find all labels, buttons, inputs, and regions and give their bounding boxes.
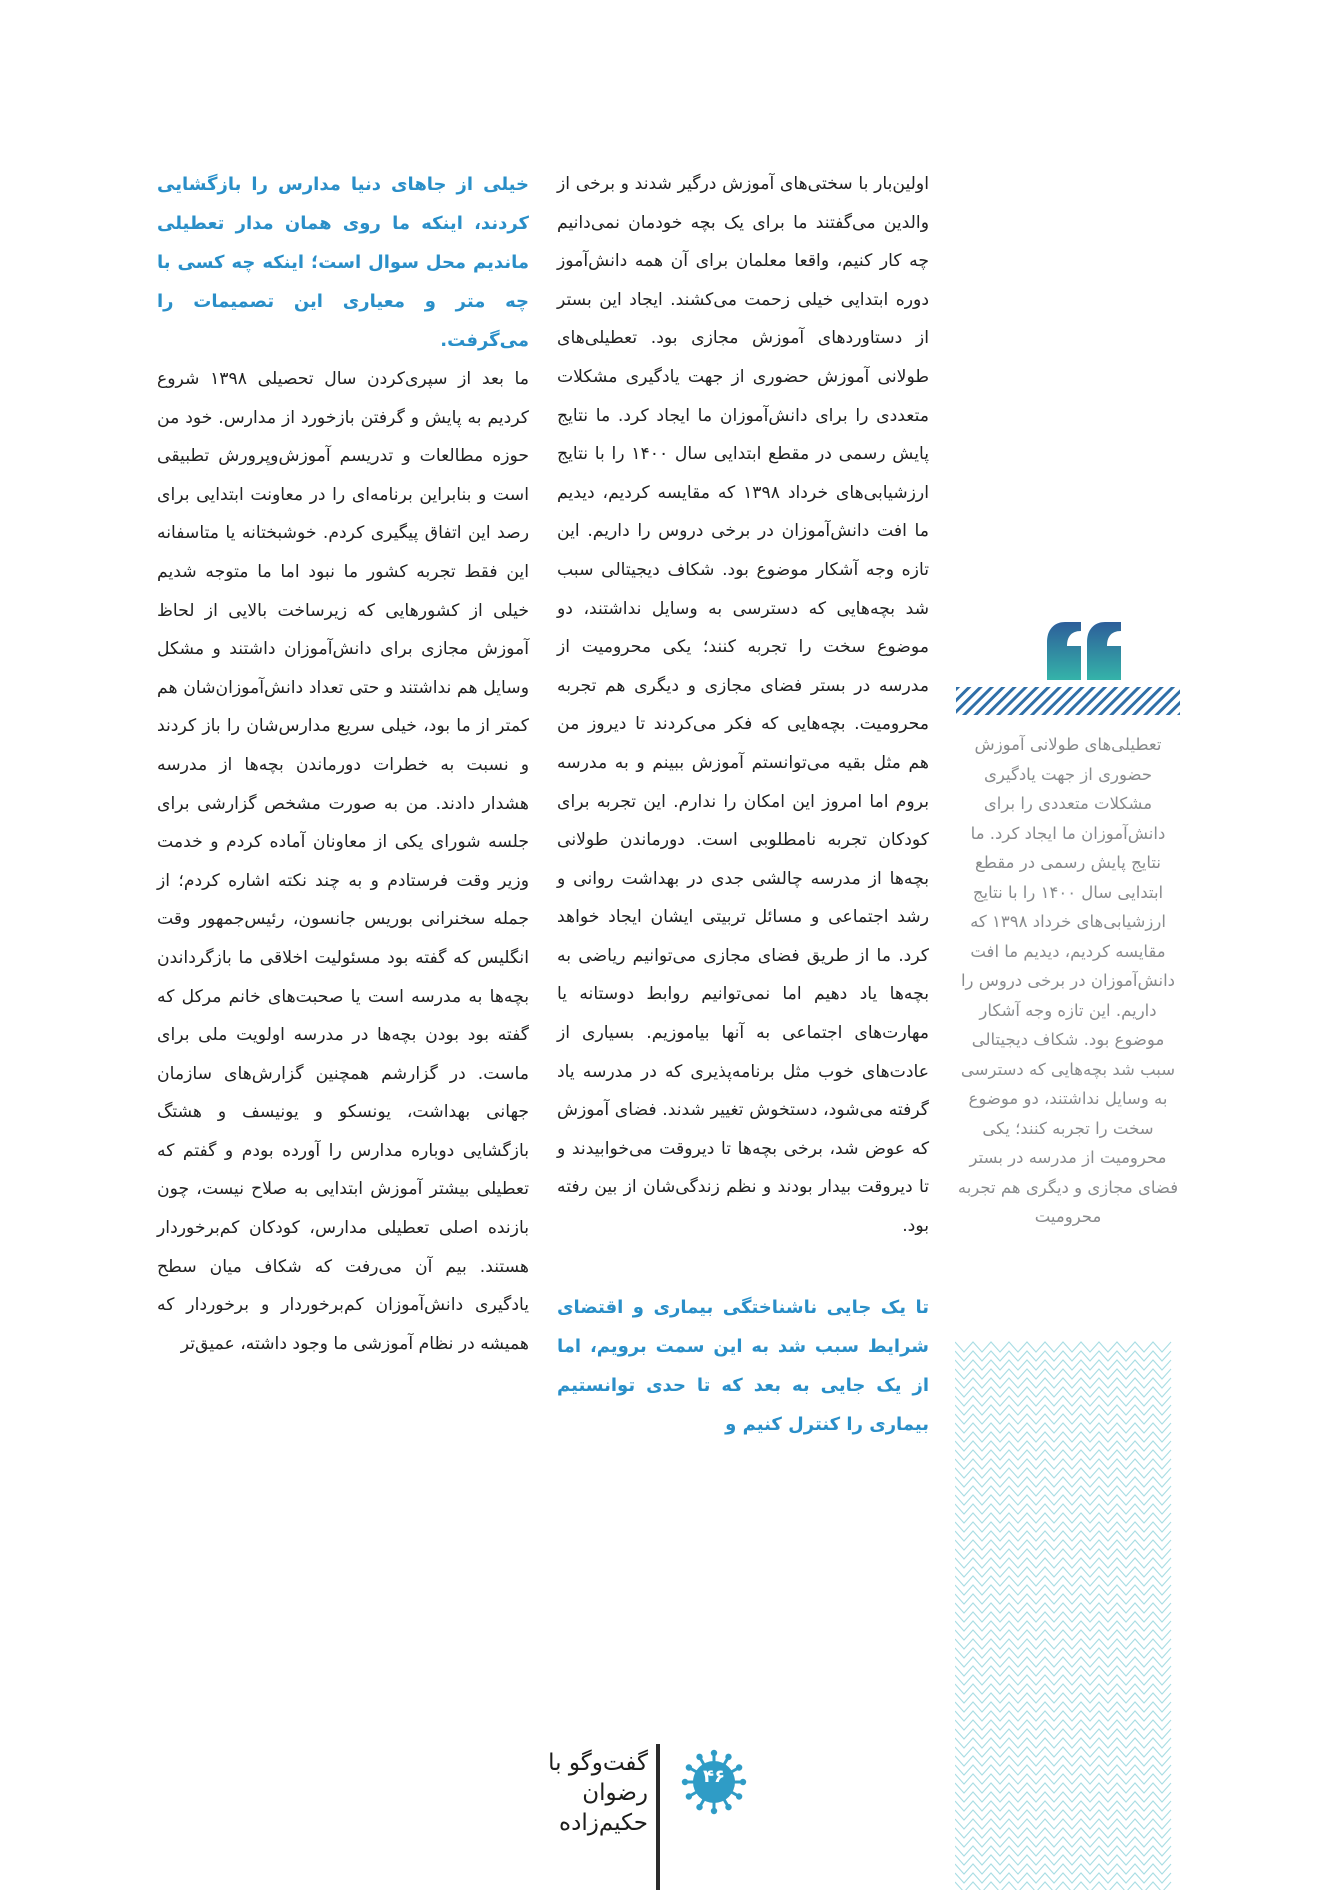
- pull-quote: تا یک جایی ناشناختگی بیماری و اقتضای شرایط سبب شد به این سمت برویم، اما از یک جایی به بعد که تا حدی توانستیم بیماری را کنترل کنیم و: [557, 1296, 929, 1435]
- double-quote-icon: [1047, 622, 1121, 680]
- sidebar-quote: تعطیلی‌های طولانی آموزش حضوری از جهت یادگیری مشکلات متعددی را برای دانش‌آموزان ما ایجاد کرد. ما نتایج پایش رسمی در مقطع ابتدایی سال ۱۴۰۰ را با نتایج ارزشیابی‌های خرداد ۱۳۹۸ که مقایسه کردیم، دیدیم ما افت دانش‌آموزان در برخی دروس را داریم. این تازه وجه آشکار موضوع بود. شکاف دیجیتالی سبب شد بچه‌هایی که دسترسی به وسایل نداشتند، دو موضوع سخت را تجربه کنند؛ یکی محرومیت از مدرسه در بستر فضای مجازی و دیگری هم تجربه محرومیت: [957, 735, 1179, 1226]
- zigzag-decoration: [955, 1338, 1179, 1890]
- article-paragraph: ما بعد از سپری‌کردن سال تحصیلی ۱۳۹۸ شروع کردیم به پایش و گرفتن بازخورد از مدارس. خود من حوزه مطالعات و تدریسم آموزش‌وپرورش تطبیقی است و بنابراین برنامه‌ای را در معاونت ابتدایی برای رصد این اتفاق پیگیری کردم. خوشبختانه یا متاسفانه این فقط تجربه کشور ما نبود اما ما متوجه شدیم خیلی از کشورهایی که زیرساخت بالایی از لحاظ آموزش مجازی برای دانش‌آموزان داشتند و مشکل وسایل هم نداشتند و حتی تعداد دانش‌آموزان‌شان هم کمتر از ما بود، خیلی سریع مدارس‌شان را باز کردند و نسبت به خطرات دورماندن بچه‌ها از مدرسه هشدار دادند. من به صورت مشخص گزارشی برای جلسه شورای یکی از معاونان آماده کردم و خدمت وزیر وقت فرستادم و به چند نکته اشاره کردم؛ از جمله سخنرانی بوریس جانسون، رئیس‌جمهور وقت انگلیس که گفته بود مسئولیت اخلاقی ما بازگرداندن بچه‌ها به مدرسه است یا صحبت‌های خانم مرکل که گفته بود بودن بچه‌ها در مدرسه اولویت ملی برای ماست. در گزارشم همچنین گزارش‌های سازمان جهانی بهداشت، یونسکو و یونیسف و هشتگ بازگشایی دوباره مدارس را آورده بودم و گفتم که تعطیلی بیشتر آموزش ابتدایی به صلاح نیست، چون بازنده اصلی تعطیلی مدارس، کودکان کم‌برخوردار هستند. بیم آن می‌رفت که شکاف میان سطح یادگیری دانش‌آموزان کم‌برخوردار و برخوردار که همیشه در نظام آموزشی ما وجود داشته، عمیق‌تر: [157, 369, 529, 1354]
- page-number: ۴۶: [703, 1766, 725, 1787]
- stripe-band: [956, 687, 1180, 715]
- article-paragraph: اولین‌بار با سختی‌های آموزش درگیر شدند و برخی از والدین می‌گفتند ما برای یک بچه خودمان نمی‌دانیم چه کار کنیم، واقعا معلمان برای آن همه دانش‌آموز دوره ابتدایی خیلی زحمت می‌کشند. ایجاد این بستر از دستاوردهای آموزش مجازی بود. تعطیلی‌های طولانی آموزش حضوری از جهت یادگیری مشکلات متعددی را برای دانش‌آموزان ما ایجاد کرد. ما نتایج پایش رسمی در مقطع ابتدایی سال ۱۴۰۰ را با نتایج ارزشیابی‌های خرداد ۱۳۹۸ که مقایسه کردیم، دیدیم ما افت دانش‌آموزان در برخی دروس را داریم. این تازه وجه آشکار موضوع بود. شکاف دیجیتالی سبب شد بچه‌هایی که دسترسی به وسایل نداشتند، دو موضوع سخت را تجربه کنند؛ یکی محرومیت از مدرسه در بستر فضای مجازی و دیگری هم تجربه محرومیت. بچه‌هایی که فکر می‌کردند تا دیروز من هم مثل بقیه می‌توانستم آموزش ببینم و به مدرسه بروم اما امروز این امکان را ندارم. این تجربه برای کودکان تجربه نامطلوبی است. دورماندن طولانی بچه‌ها از مدرسه چالشی جدی در بهداشت روانی و رشد اجتماعی و مسائل تربیتی ایشان ایجاد خواهد کرد. ما از طریق فضای مجازی می‌توانیم ریاضی به بچه‌ها یاد دهیم اما نمی‌توانیم روابط دوستانه یا مهارت‌های اجتماعی به آنها بیاموزیم. بسیاری از عادت‌های خوب مثل برنامه‌پذیری که در مدرسه یاد گرفته می‌شود، دستخوش تغییر شدند. فضای آموزش که عوض شد، برخی بچه‌ها تا دیروقت می‌خوابیدند و تا دیروقت بیدار بودند و نظم زندگی‌شان از بین رفته بود.: [557, 174, 930, 1237]
- footer-divider: [656, 1744, 660, 1890]
- article-column-left: [157, 165, 529, 1363]
- article-column-middle: [557, 165, 929, 1444]
- lead-highlight: خیلی از جاهای دنیا مدارس را بازگشایی کردند، اینکه ما روی همان مدار تعطیلی ماندیم محل سوال است؛ اینکه چه کسی با چه متر و معیاری این تصمیمات را می‌گرفت.: [157, 174, 529, 351]
- footer-section: گفت‌وگو با: [548, 1750, 648, 1776]
- footer-title: [510, 1748, 648, 1838]
- footer-name: رضوان حکیم‌زاده: [559, 1780, 648, 1836]
